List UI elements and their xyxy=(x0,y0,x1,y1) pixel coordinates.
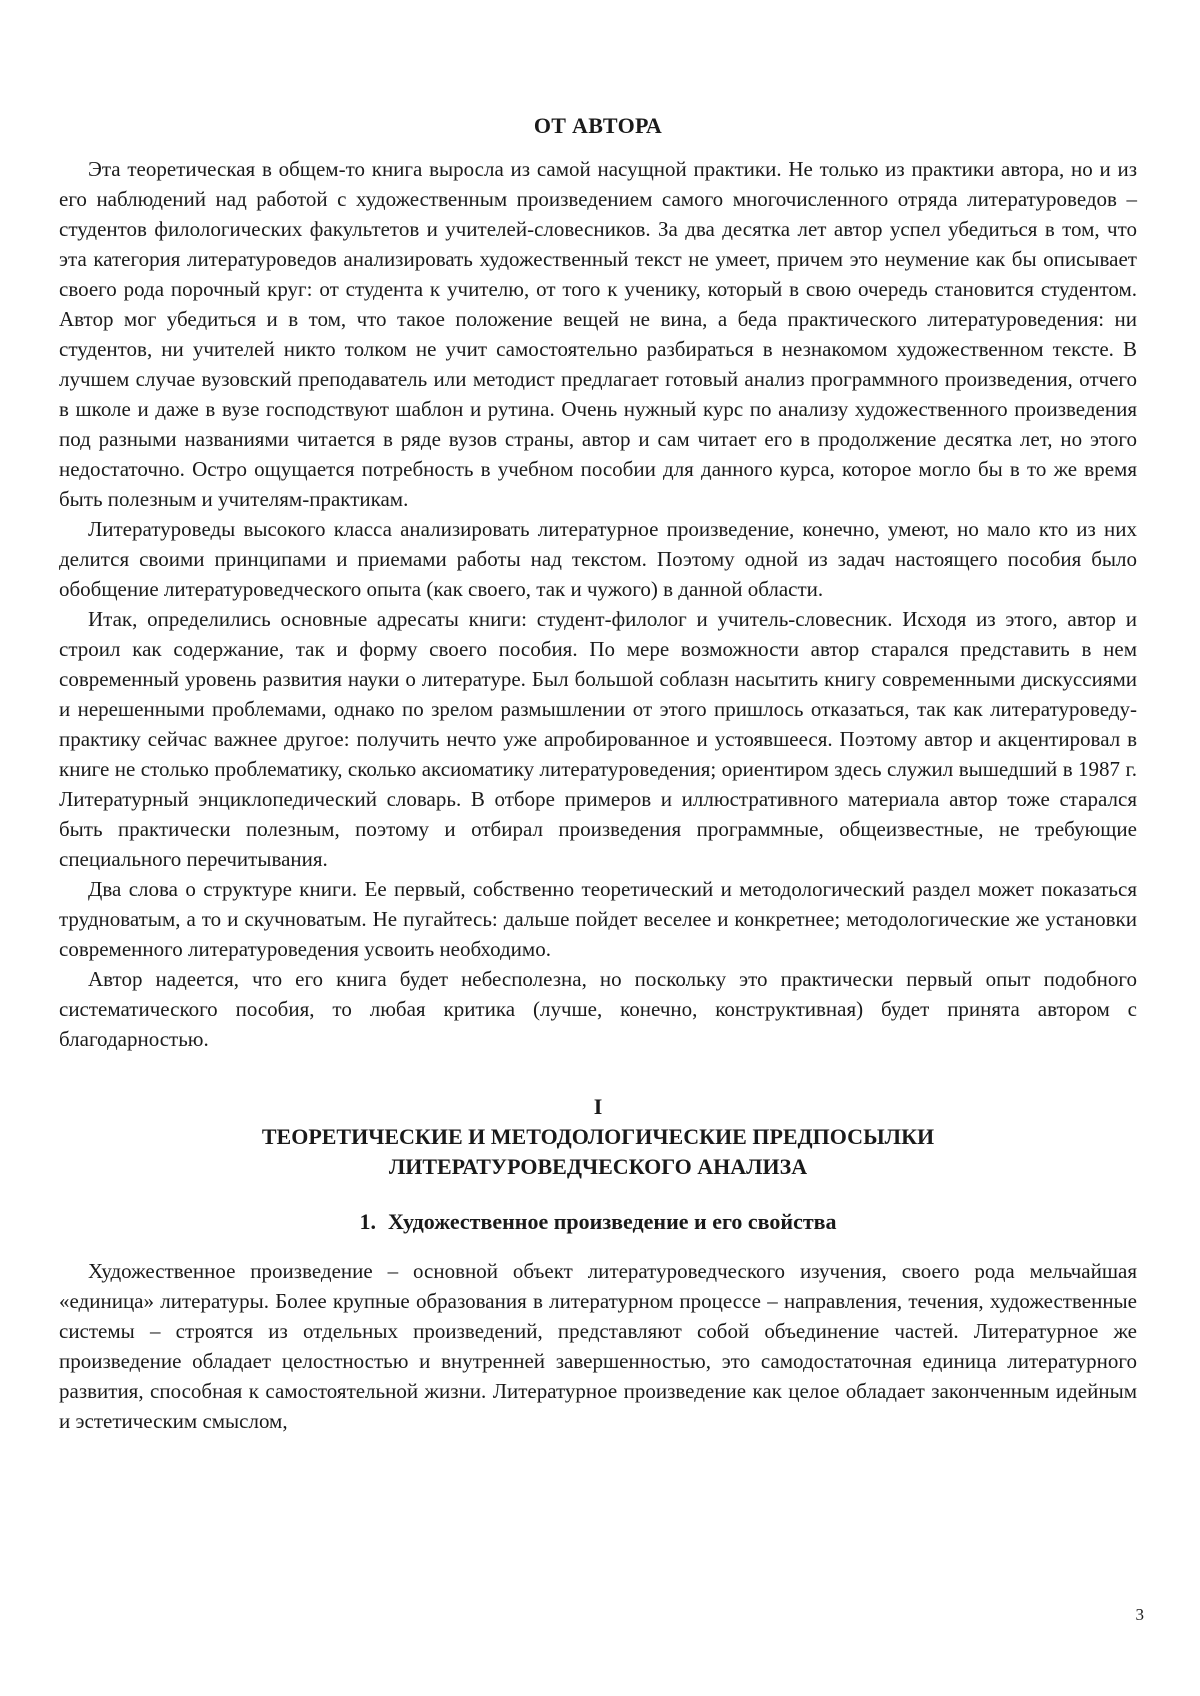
preface-paragraph-5: Автор надеется, что его книга будет небесполезна, но поскольку это практически первый опыт подобного систематического пособия, то любая критика (лучше, конечно, конструктивная) будет принята автором с благодарностью. xyxy=(59,967,1137,1051)
preface-title: ОТ АВТОРА xyxy=(533,113,663,138)
subsection-paragraph: Художественное произведение – основной объект литературоведческого изучения, своего рода мельчайшая «единица» литературы. Более крупные образования в литературном процессе – направления, течения, художественные системы – строятся из отдельных произведений, представляют собой объединение частей. Литературное же произведение обладает целостностью и внутренней завершенностью, это самодостаточная единица литературного развития, способная к самостоятельной жизни. Литературное произведение как целое обладает законченным идейным и эстетическим смыслом, xyxy=(59,1259,1137,1433)
section-title-line-2: ЛИТЕРАТУРОВЕДЧЕСКОГО АНАЛИЗА xyxy=(388,1154,808,1179)
preface-paragraph-4: Два слова о структуре книги. Ее первый, собственно теоретический и методологический раздел может показаться трудноватым, а то и скучноватым. Не пугайтесь: дальше пойдет веселее и конкретнее; методологические же установки современного литературоведения усвоить необходимо. xyxy=(59,877,1137,961)
preface-paragraph-3: Итак, определились основные адресаты книги: студент-филолог и учитель-словесник. Исходя из этого, автор и строил как содержание, так и форму своего пособия. По мере возможности автор старался представить в нем современный уровень развития науки о литературе. Был большой соблазн насытить книгу современными дискуссиями и нерешенными проблемами, однако по зрелом размышлении от этого пришлось отказаться, так как литературоведу-практику сейчас важнее другое: получить нечто уже апробированное и устоявшееся. Поэтому автор и акцентировал в книге не столько проблематику, сколько аксиоматику литературоведения; ориентиром здесь служил вышедший в 1987 г. Литературный энциклопедический словарь. В отборе примеров и иллюстративного материала автор тоже старался быть практически полезным, поэтому и отбирал произведения программные, общеизвестные, не требующие специального перечитывания. xyxy=(59,607,1137,871)
subsection-number: 1. xyxy=(359,1209,376,1234)
preface-paragraph-2: Литературоведы высокого класса анализировать литературное произведение, конечно, умеют, но мало кто из них делится своими принципами и приемами работы над текстом. Поэтому одной из задач настоящего пособия было обобщение литературоведческого опыта (как своего, так и чужого) в данной области. xyxy=(59,517,1137,601)
subsection-heading xyxy=(59,1208,1137,1236)
section-heading xyxy=(59,1092,1137,1182)
subsection-title: Художественное произведение и его свойства xyxy=(387,1209,837,1234)
preface-paragraph-1: Эта теоретическая в общем-то книга выросла из самой насущной практики. Не только из практики автора, но и из его наблюдений над работой с художественным произведением самого многочисленного отряда литературоведов – студентов филологических факультетов и учителей-словесников. За два десятка лет автор успел убедиться в том, что эта категория литературоведов анализировать художественный текст не умеет, причем это неумение как бы описывает своего рода порочный круг: от студента к учителю, от того к ученику, который в свою очередь становится студентом. Автор мог убедиться и в том, что такое положение вещей не вина, а беда практического литературоведения: ни студентов, ни учителей никто толком не учит самостоятельно разбираться в незнакомом художественном тексте. В лучшем случае вузовский преподаватель или методист предлагает готовый анализ программного произведения, отчего в школе и даже в вузе господствуют шаблон и рутина. Очень нужный курс по анализу художественного произведения под разными названиями читается в ряде вузов страны, автор и сам читает его в продолжение десятка лет, но этого недостаточно. Остро ощущается потребность в учебном пособии для данного курса, которое могло бы в то же время быть полезным и учителям-практикам. xyxy=(59,157,1137,511)
section-numeral: I xyxy=(593,1094,603,1119)
page-number: 3 xyxy=(1135,1605,1144,1624)
section-title-line-1: ТЕОРЕТИЧЕСКИЕ И МЕТОДОЛОГИЧЕСКИЕ ПРЕДПОСЫЛКИ xyxy=(261,1124,935,1149)
